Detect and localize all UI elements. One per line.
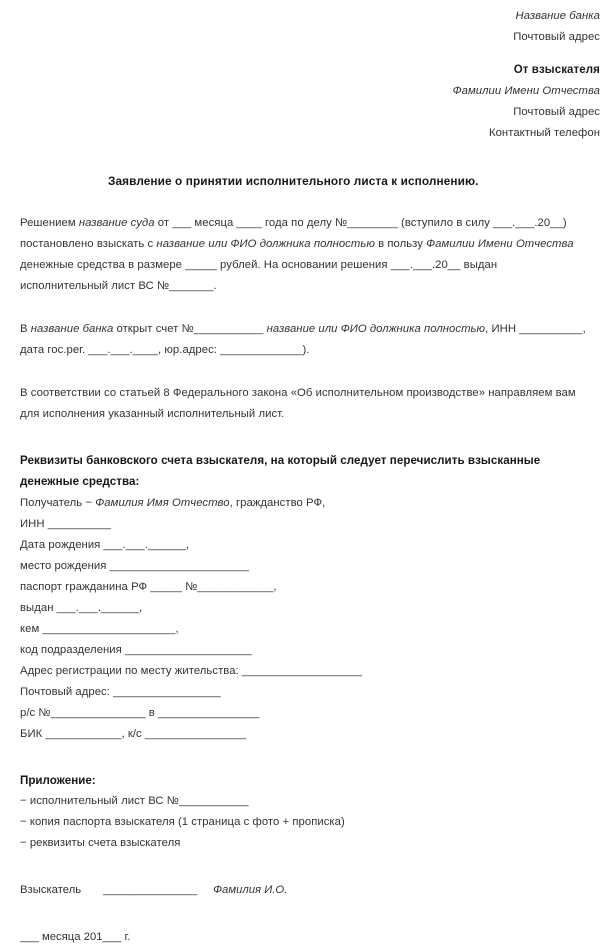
document-header bbox=[20, 0, 600, 144]
decision-line-4: исполнительный лист ВС №_______. bbox=[20, 280, 217, 292]
law-line-2: для исполнения указанный исполнительный лист. bbox=[20, 408, 285, 420]
requisites-section-title: Реквизиты банковского счета взыскателя, на который следует перечислить взысканные денежные средства: bbox=[20, 454, 541, 488]
signature-gap bbox=[81, 884, 103, 896]
requisite-passport: паспорт гражданина РФ _____ №____________, bbox=[20, 581, 277, 593]
bank-name-placeholder: название банка bbox=[30, 323, 114, 335]
law-line-1: В соответствии со статьей 8 Федерального закона «Об исполнительном производстве» направляем вам bbox=[20, 387, 576, 399]
appendix-item-writ: − исполнительный лист ВС №___________ bbox=[20, 795, 249, 807]
claimant-phone: Контактный телефон bbox=[488, 127, 600, 139]
debtor-name-placeholder: название или ФИО должника полностью bbox=[156, 238, 375, 250]
appendix-list bbox=[20, 791, 600, 854]
paragraph-decision bbox=[20, 213, 600, 297]
signature-row bbox=[20, 880, 600, 901]
account-line-1-middle: открыт счет №___________ bbox=[113, 323, 267, 335]
requisite-settlement-account: р/с №_______________ в ________________ bbox=[20, 707, 260, 719]
requisite-recipient bbox=[20, 493, 600, 514]
requisite-issued-date: выдан ___.___.______, bbox=[20, 602, 143, 614]
addressee-postal-address: Почтовый адрес bbox=[513, 31, 600, 43]
requisite-recipient-prefix: Получатель − bbox=[20, 497, 96, 509]
account-line-2: дата гос.рег. ___.___.____, юр.адрес: _____________). bbox=[20, 344, 310, 356]
court-name-placeholder: название суда bbox=[78, 217, 155, 229]
requisite-issued-by: кем _____________________, bbox=[20, 623, 179, 635]
page-title: Заявление о принятии исполнительного листа к исполнению. bbox=[108, 174, 479, 188]
decision-line-2-prefix: постановлено взыскать с bbox=[20, 238, 157, 250]
signature-label: Взыскатель bbox=[20, 884, 82, 896]
requisite-recipient-suffix: , гражданство РФ, bbox=[229, 497, 326, 509]
requisite-registration-address: Адрес регистрации по месту жительства: ___________________ bbox=[20, 665, 363, 677]
requisite-inn: ИНН __________ bbox=[20, 518, 112, 530]
signature-gap-2 bbox=[197, 884, 213, 896]
decision-line-2-middle: в пользу bbox=[374, 238, 427, 250]
debtor-name-placeholder-2: название или ФИО должника полностью bbox=[266, 323, 486, 335]
decision-line-1-prefix: Решением bbox=[20, 217, 79, 229]
requisite-postal-address: Почтовый адрес: _________________ bbox=[20, 686, 221, 698]
claimant-fio: Фамилии Имени Отчества bbox=[452, 85, 600, 97]
decision-line-2 bbox=[20, 234, 600, 255]
appendix-title: Приложение: bbox=[20, 774, 96, 787]
paragraph-law-reference bbox=[20, 383, 600, 425]
requisite-birth-place: место рождения ______________________ bbox=[20, 560, 249, 572]
appendix-item-passport-copy: − копия паспорта взыскателя (1 страница с фото + прописка) bbox=[20, 816, 345, 828]
requisite-department-code: код подразделения ____________________ bbox=[20, 644, 252, 656]
beneficiary-name-placeholder: Фамилии Имени Отчества bbox=[426, 238, 574, 250]
addressee-bank-name: Название банка bbox=[515, 10, 600, 22]
account-line-1-prefix: В bbox=[20, 323, 31, 335]
decision-line-1-suffix: от ___ месяца ____ года по делу №________ (вступило в силу ___.___.20__) bbox=[154, 217, 567, 229]
appendix-item-account-details: − реквизиты счета взыскателя bbox=[20, 837, 181, 849]
account-line-1 bbox=[20, 319, 600, 340]
account-line-1-suffix: , ИНН __________, bbox=[485, 323, 586, 335]
document-date-line: ___ месяца 201___ г. bbox=[20, 931, 131, 943]
recipient-fio-placeholder: Фамилия Имя Отчество bbox=[95, 497, 230, 509]
from-label: От взыскателя bbox=[513, 64, 600, 76]
requisites-list bbox=[20, 493, 600, 745]
requisite-bik-ks: БИК ____________, к/с ________________ bbox=[20, 728, 247, 740]
header-spacer bbox=[20, 48, 600, 60]
signature-line: _______________ bbox=[103, 884, 198, 896]
signature-name-placeholder: Фамилия И.О. bbox=[213, 884, 288, 896]
decision-line-1 bbox=[20, 213, 600, 234]
requisite-birth-date: Дата рождения ___.___.______, bbox=[20, 539, 190, 551]
claimant-postal-address: Почтовый адрес bbox=[513, 106, 600, 118]
paragraph-account bbox=[20, 319, 600, 361]
decision-line-3: денежные средства в размере _____ рублей. На основании решения ___.___.20__ выдан bbox=[20, 259, 498, 271]
